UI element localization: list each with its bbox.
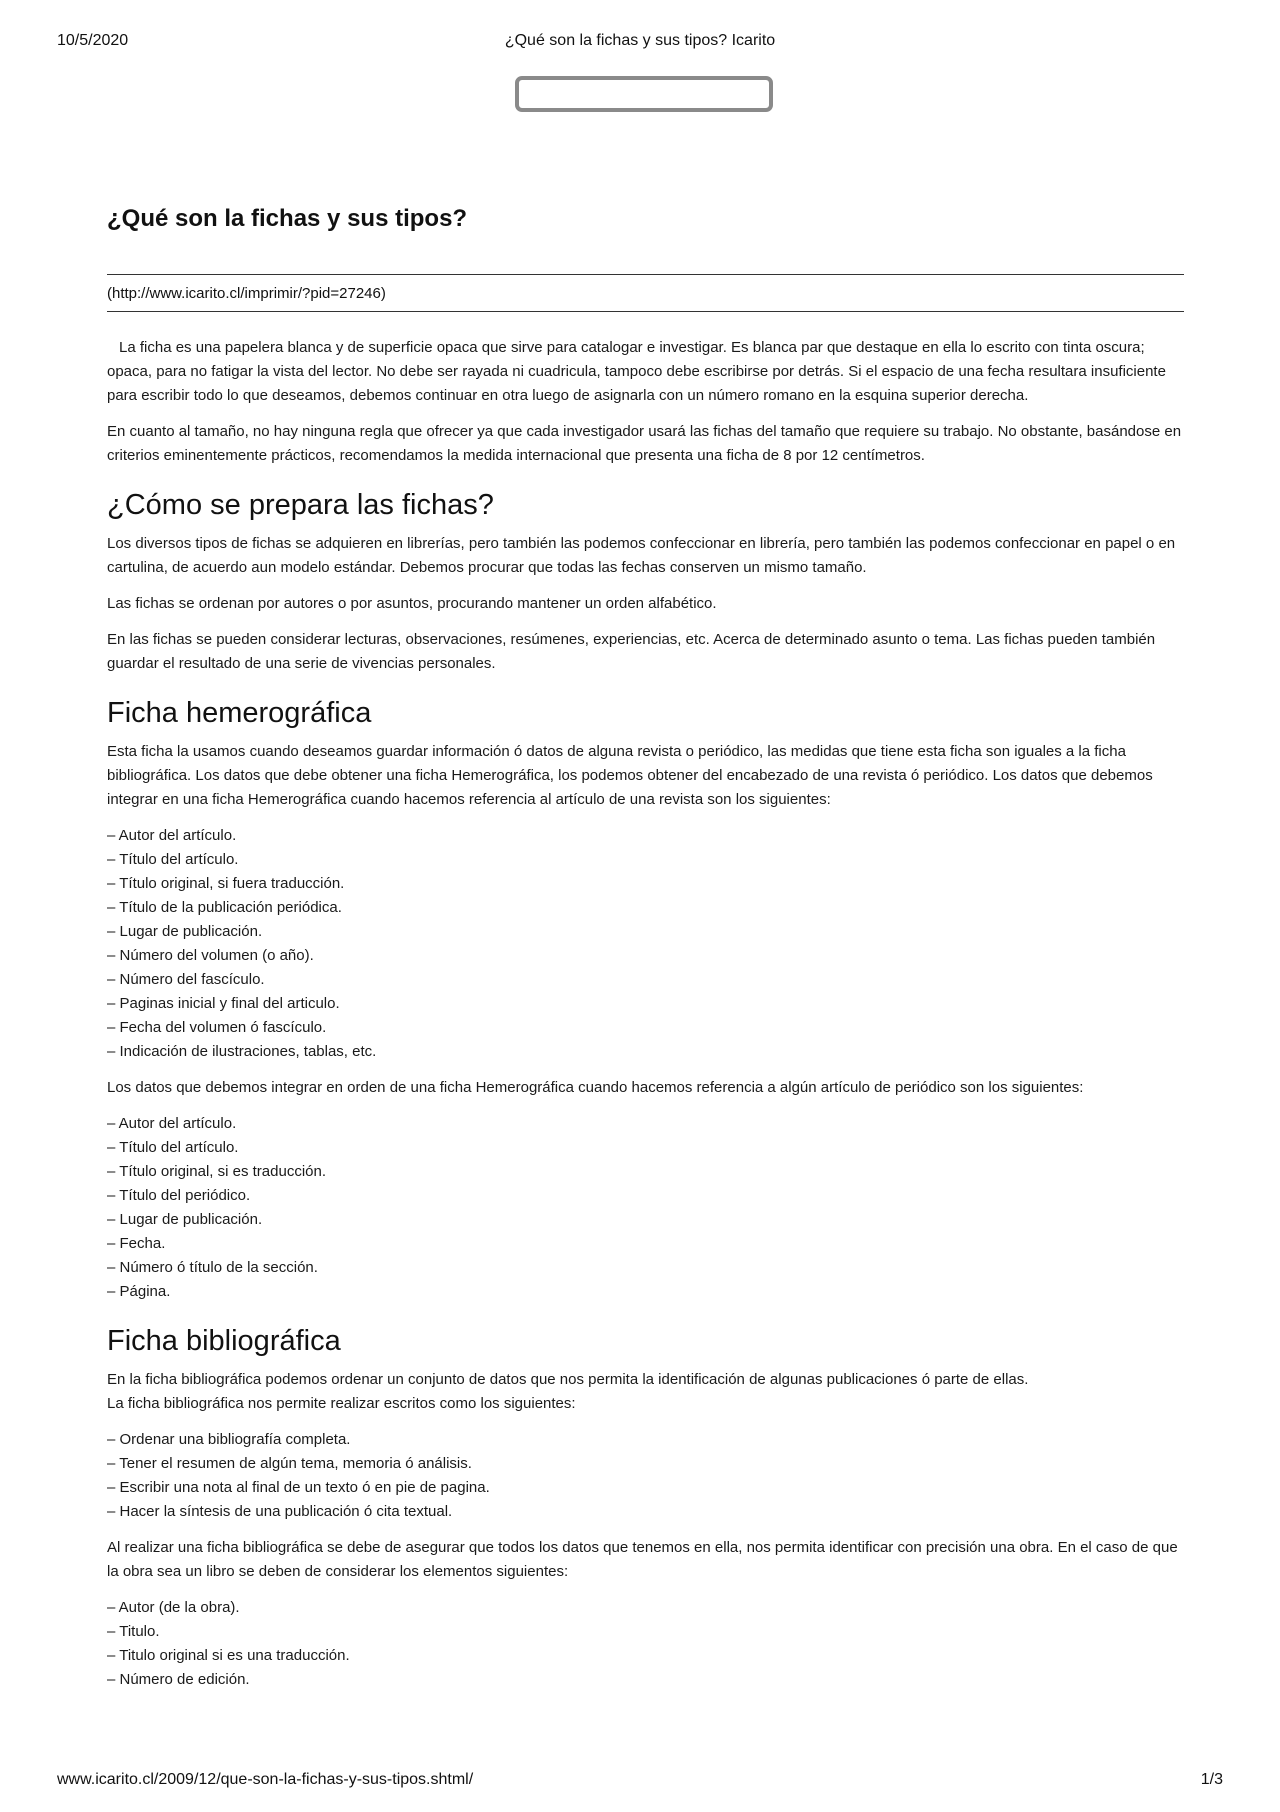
list-item: – Título de la publicación periódica. <box>107 899 342 916</box>
list-item: – Ordenar una bibliografía completa. <box>107 1431 351 1448</box>
list-item: – Número ó título de la sección. <box>107 1259 318 1276</box>
list-item: – Título del artículo. <box>107 1139 239 1156</box>
list-item: – Número de edición. <box>107 1671 250 1688</box>
list-item: – Autor del artículo. <box>107 827 237 844</box>
list-item: – Autor (de la obra). <box>107 1599 240 1616</box>
list-item: – Indicación de ilustraciones, tablas, etc. <box>107 1043 377 1060</box>
list-item: – Página. <box>107 1283 171 1300</box>
list-item: – Autor del artículo. <box>107 1115 237 1132</box>
paragraph: En las fichas se pueden considerar lecturas, observaciones, resúmenes, experiencias, etc. Acerca de determinado asunto o tema. Las fichas pueden también guardar el resultado de una serie de vivencias personales. <box>107 631 1156 672</box>
list-periodico <box>107 1112 1184 1304</box>
list-item: – Paginas inicial y final del articulo. <box>107 995 340 1012</box>
section-heading: Ficha bibliográfica <box>107 1325 341 1357</box>
list-item: – Título original, si fuera traducción. <box>107 875 345 892</box>
list-item: – Número del fascículo. <box>107 971 265 988</box>
list-item: – Titulo original si es una traducción. <box>107 1647 350 1664</box>
paragraph: La ficha bibliográfica nos permite realizar escritos como los siguientes: <box>107 1395 576 1412</box>
list-item: – Título del artículo. <box>107 851 239 868</box>
list-item: – Número del volumen (o año). <box>107 947 314 964</box>
list-item: – Tener el resumen de algún tema, memoria ó análisis. <box>107 1455 472 1472</box>
print-date: 10/5/2020 <box>57 32 129 49</box>
paragraph: La ficha es una papelera blanca y de superficie opaca que sirve para catalogar e investigar. Es blanca par que destaque en ella lo escrito con tinta oscura; opaca, para no fatigar la vista del lector. No debe ser rayada ni cuadricula, tampoco debe escribirse por detrás. Si el espacio de una fecha resultara insuficiente para escribir todo lo que deseamos, debemos continuar en otra luego de asignarla con un número romano en la esquina superior derecha. <box>107 339 1166 404</box>
section-heading: Ficha hemerográfica <box>107 697 372 729</box>
list-item: – Lugar de publicación. <box>107 923 263 940</box>
divider <box>107 274 1184 275</box>
print-header <box>57 32 1223 52</box>
list-item: – Hacer la síntesis de una publicación ó cita textual. <box>107 1503 453 1520</box>
print-footer <box>57 1771 1223 1791</box>
list-item: – Titulo. <box>107 1623 160 1640</box>
article-title: ¿Qué son la fichas y sus tipos? <box>107 205 468 232</box>
list-revista <box>107 824 1184 1064</box>
paragraph: Los datos que debemos integrar en orden de una ficha Hemerográfica cuando hacemos referencia a algún artículo de periódico son los siguientes: <box>107 1079 1084 1096</box>
paragraph: En la ficha bibliográfica podemos ordenar un conjunto de datos que nos permita la identificación de algunas publicaciones ó parte de ellas. <box>107 1371 1029 1388</box>
paragraph: Al realizar una ficha bibliográfica se debe de asegurar que todos los datos que tenemos en ella, nos permita identificar con precisión una obra. En el caso de que la obra sea un libro se deben de considerar los elementos siguientes: <box>107 1539 1178 1580</box>
list-item: – Fecha. <box>107 1235 166 1252</box>
list-item: – Título original, si es traducción. <box>107 1163 327 1180</box>
print-page-title: ¿Qué son la fichas y sus tipos? Icarito <box>504 32 776 49</box>
paragraph: Las fichas se ordenan por autores o por asuntos, procurando mantener un orden alfabético. <box>107 595 717 612</box>
paragraph: Los diversos tipos de fichas se adquieren en librerías, pero también las podemos confeccionar en librería, pero también las podemos confeccionar en papel o en cartulina, de acuerdo aun modelo estándar. Debemos procurar que todas las fechas conserven un mismo tamaño. <box>107 535 1176 576</box>
page-number: 1/3 <box>1200 1771 1223 1788</box>
list-elements <box>107 1596 1184 1692</box>
list-item: – Escribir una nota al final de un texto ó en pie de pagina. <box>107 1479 490 1496</box>
print-link[interactable]: (http://www.icarito.cl/imprimir/?pid=27246) <box>107 285 386 302</box>
article-body <box>107 336 1184 1704</box>
list-item: – Título del periódico. <box>107 1187 251 1204</box>
search-box[interactable] <box>515 76 773 112</box>
divider <box>107 311 1184 312</box>
list-item: – Lugar de publicación. <box>107 1211 263 1228</box>
section-heading: ¿Cómo se prepara las fichas? <box>107 489 494 521</box>
list-item: – Fecha del volumen ó fascículo. <box>107 1019 327 1036</box>
list-uses <box>107 1428 1184 1524</box>
paragraph: En cuanto al tamaño, no hay ninguna regla que ofrecer ya que cada investigador usará las fichas del tamaño que requiere su trabajo. No obstante, basándose en criterios eminentemente prácticos, recomendamos la medida internacional que presenta una ficha de 8 por 12 centímetros. <box>107 423 1182 464</box>
paragraph: Esta ficha la usamos cuando deseamos guardar información ó datos de alguna revista o periódico, las medidas que tiene esta ficha son iguales a la ficha bibliográfica. Los datos que debe obtener una ficha Hemerográfica, los podemos obtener del encabezado de una revista ó periódico. Los datos que debemos integrar en una ficha Hemerográfica cuando hacemos referencia al artículo de una revista son los siguientes: <box>107 743 1153 808</box>
page-url: www.icarito.cl/2009/12/que-son-la-fichas-y-sus-tipos.shtml/ <box>57 1771 474 1788</box>
